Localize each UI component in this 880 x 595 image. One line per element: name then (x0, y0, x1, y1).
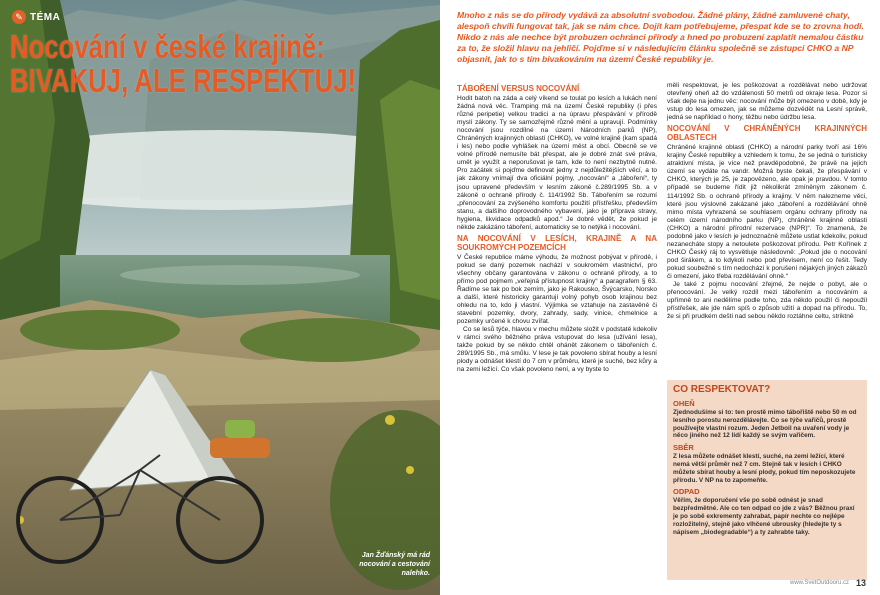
text-column-2 (667, 82, 867, 321)
photo-caption: Jan Žďánský má rád nocování a cestování nalehko. (359, 552, 430, 577)
article-title (10, 28, 357, 99)
box-heading-ohen: OHEŇ (673, 399, 695, 408)
paragraph: Co se lesů týče, hlavou v mechu můžete složit v podstatě kdekoliv v rámci svého běžného práva vstupovat do lesa (užívání lesa), takže pokud by se někdo chtěl ohánět zákonem o tábořeních č. 289/1995 Sb., má smůlu. V lese je tak povoleno sbírat houby a lesní plody a odnášet klestí do 7 cm v průměru, které je suché, bez kůry a na zemi ležící. Co však povoleno není, a vy byste to (457, 326, 657, 374)
pencil-icon: ✎ (12, 10, 26, 24)
heading-taboreni: TÁBOŘENÍ VERSUS NOCOVÁNÍ (457, 84, 580, 93)
box-heading-sber: SBĚR (673, 443, 694, 453)
title-line-1: Nocování v české krajině: (10, 28, 325, 65)
page-number: 13 (856, 578, 867, 588)
section-tag (12, 10, 60, 24)
paragraph: Hodit batoh na záda a celý víkend se toulat po lesích a lukách není žádná nová věc. Tramping má na území České republiky (i přes různé peripetie) velkou tradici a na úpravu přespávání v přírodě myslí zákony. Ty se samozřejmě různě mění a upravují. Podmínky nocování jsou rozdílné na území Národních parků (NP), Chráněných krajinných oblastí (CHKO), ve volné krajině (kam spadá i les) nebo podle vyhlášek na území měst a obcí. Obecně se ve volné přírodě nemusíte bát přespat, ale je dobré znát své práva, umět je využít a neporušovat je tam, kde to není nezbytně nutné. Pro začátek si pojďme definovat jedny z nejdůležitějších věcí, a to jak zákony vnímají dva oficiální pojmy, „nocování“ a „táboření“, ty jsou upravené především v lesním zákoně č.289/1995 Sb. a v zákoně o ochraně přírody č. 114/1992 Sb. Tábořením se rozumí „přenocování za zvýšeného komfortu použití přístřešku, především stanu, a dalšího doprovodného vybavení, jako je příprava stravy, hygiena, likvidace odpadků apod.“ Je dobré vědět, že pokud je někde zakázáno táboření, automaticky se to netýká i nocování. (457, 95, 657, 231)
paragraph: Je také z pojmu nocování zřejmé, že nejde o pobyt, ale o přenocování. Je velký rozdíl mezi tábořením a nocováním a upřímně to ani nedělíme podle toho, zda někdo použil či nepoužil přístřešek, ale jde nám spíš o způsob užití a dopad na přírodu. To, že si při prudkém dešti nad sebou někdo roztáhne celtu, striktně (667, 281, 867, 321)
heading-lesy: NA NOCOVÁNÍ V LESÍCH, KRAJINĚ A NA SOUKROMÝCH POZEMCÍCH (457, 233, 657, 252)
box-paragraph: Věřím, že doporučení vše po sobě odnést je snad bezpředmětné. Ale co ten odpad co jde z vás? Běžnou praxí je po sobě exkrementy zahrabat, papír nechte co nejlépe rozložitelný, stejně jako vlhčené ubrousky (hledejte ty s nápisem „biodegradable“) a ty zahrabte taky. (673, 497, 855, 536)
box-title: CO RESPEKTOVAT? (673, 384, 771, 395)
heading-chko: NOCOVÁNÍ V CHRÁNĚNÝCH KRAJINNÝCH OBLASTECH (667, 124, 867, 143)
box-paragraph: Zjednodušíme si to: ten prostě mimo tábořiště nebo 50 m od lesního porostu nerozdělávejte. Co se týče vařičů, prostě používejte vlastní rozum. Jeden Jetboil na uvaření vody je něco jiného než 12 lidí každý se svým vařičem. (673, 409, 857, 440)
paragraph: Chráněné krajinné oblasti (CHKO) a národní parky tvoří asi 16% krajiny České republiky a vzhledem k tomu, že se jedná o turisticky atraktivní místa, je více než pravděpodobné, že právě na jejich území se vydáte na vandr. Možná byste čekali, že přespávání v CHKO, kterých je 25, je zapovězeno, ale opak je pravdou. V tomto případě se budeme řídit již několikrát zmíněným zákonem č. 114/1992 Sb. o ochraně přírody a krajiny. V něm nalezneme věci, které jsou výslovně zakázané jako „táboření a rozdělávání ohně mimo místa vyhrazená se souhlasem orgánu ochrany přírody na celém území národního parku (NP), chráněné krajinné oblasti (CHKO) a národní přírodní rezervace (NPR)“. To znamená, že podobně jako v lesích je jednoznačně můžete ustlat kdekoliv, pokud nezanecháte stopy a netoulete poškozovat přírodu. Petr Kořínek z CHKO Český ráj to vysvětluje následovně: „Pokud jde o nocování pod širákem, a to kdykoli nebo pod převisem, není co řešit. Tedy pokud soubežně s tím nedochází k porušení nějakých jiných zákazů či omezení, jako třeba rozdělávání ohně.“ (667, 144, 867, 280)
sidebar-box-co-respektovat (667, 380, 867, 580)
footer-url: www.SvetOutdooru.cz (790, 580, 850, 586)
paragraph: měli respektovat, je les poškozovat a rozdělávat nebo udržovat otevřený oheň až do vzdálenosti 50 metrů od okraje lesa. Pozor si však dejte na jednu věc: nocování může být omezeno v době, kdy je vstup do lesa omezen, jak se můžeme dozvědět na Lesní správě, jedná se například o hony, těžbu nebo údržbu lesa. (667, 82, 867, 122)
intro-paragraph: Mnoho z nás se do přírody vydává za absolutní svobodou. Žádné plány, žádné zamluvené chaty, alespoň chvíli fungovat tak, jak se nám chce. Dojít kam potřebujeme, přespat kde se to zrovna hodí. Nikdo z nás ale nechce být probuzen ochránci přírody a hned po probuzení zaplatit nemalou částku za to, že složil hlavu na jehličí. Pojďme si v následujícím článku společně se zástupci CHKO a NP objasnit, jak to s tím bivakováním na území České republiky je. (457, 10, 864, 65)
title-line-2: BIVAKUJ, ALE RESPEKTUJ! (10, 62, 357, 99)
box-heading-odpad: ODPAD (673, 487, 700, 497)
box-paragraph: Z lesa můžete odnášet klestí, suché, na zemi ležící, které nemá větší průměr než 7 cm. Stejně tak v lesích i CHKO můžete sbírat houby a lesní plody, pokud tím neposkozujete přírodu. V NP na to zapomeňte. (673, 453, 856, 484)
paragraph: V České republice máme výhodu, že možnost pobývat v přírodě, i pokud se daný pozemek nachází v soukromém vlastnictví, pro všechny občany garantována v zákonu o ochraně přírody, a to přímo pod pojmem „veřejná přístupnost krajiny“ a paragrafem § 63. Řadíme se tak po bok zemím, jako je Rakousko, Švýcarsko, Norsko a další, které historicky garantují volný pohyb osob krajinou bez ohledu na to, kdo ji vlastní. Výjimka se vztahuje na zastavěné či stavební pozemky, dvory, zahrady, sady, vinice, chmelnice a pozemky určené k chovu zvířat. (457, 253, 657, 326)
section-tag-label: TÉMA (30, 11, 61, 23)
text-column-1 (457, 82, 657, 375)
